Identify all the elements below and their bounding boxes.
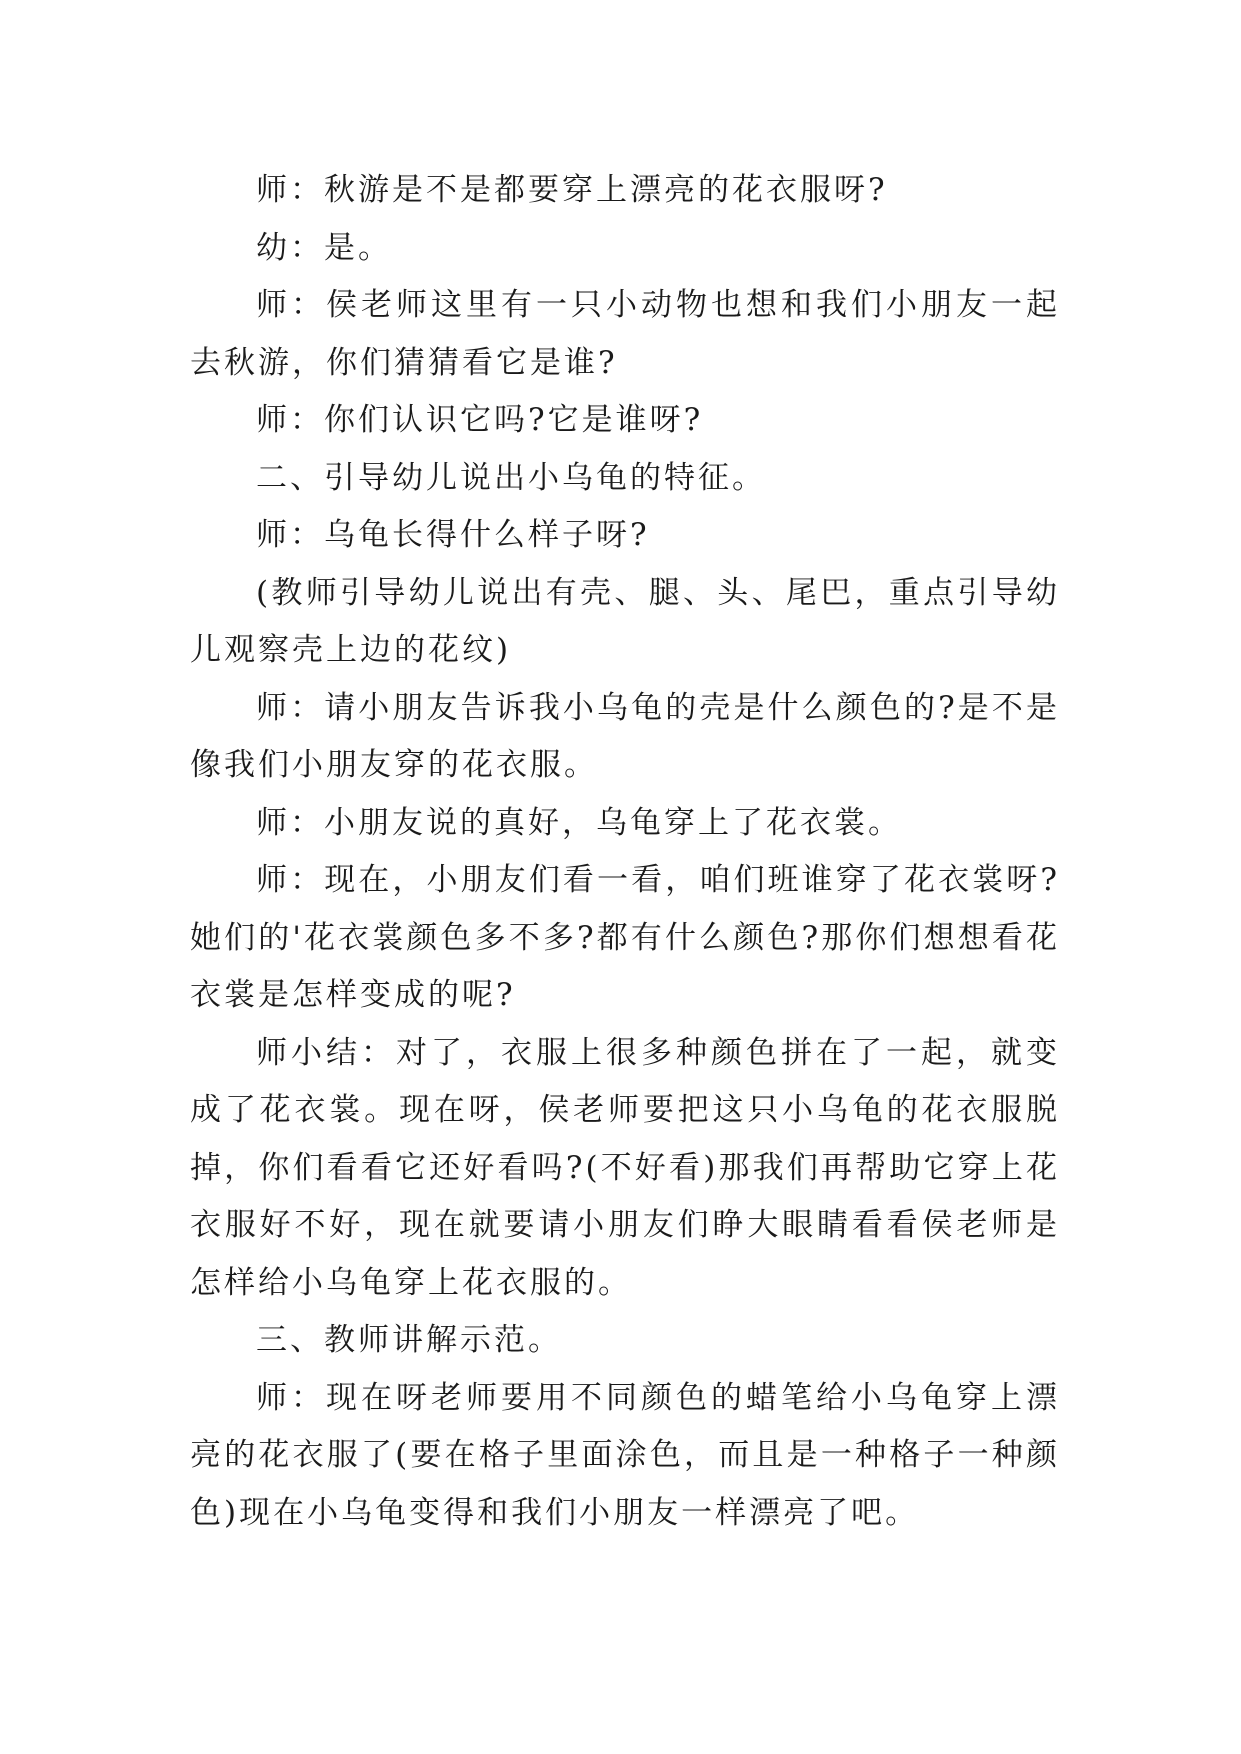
document-body: [190, 162, 1060, 1542]
section-heading: 二、引导幼儿说出小乌龟的特征。: [256, 459, 766, 496]
paragraph: 师：乌龟长得什么样子呀?: [256, 517, 650, 553]
paragraph: 师：现在呀老师要用不同颜色的蜡笔给小乌龟穿上漂亮的花衣服了(要在格子里面涂色，而且是一种格子一种颜色)现在小乌龟变得和我们小朋友一样漂亮了吧。: [190, 1379, 1060, 1531]
paragraph: 师：侯老师这里有一只小动物也想和我们小朋友一起去秋游，你们猜猜看它是谁?: [190, 287, 1060, 381]
paragraph: 师：你们认识它吗?它是谁呀?: [256, 402, 704, 438]
paragraph: (教师引导幼儿说出有壳、腿、头、尾巴，重点引导幼儿观察壳上边的花纹): [190, 574, 1060, 668]
paragraph: 幼：是。: [256, 229, 392, 266]
paragraph: 师：小朋友说的真好，乌龟穿上了花衣裳。: [256, 804, 902, 841]
section-heading: 三、教师讲解示范。: [256, 1322, 562, 1358]
paragraph: 师：现在，小朋友们看一看，咱们班谁穿了花衣裳呀?她们的'花衣裳颜色多不多?都有什么颜色?那你们想想看花衣裳是怎样变成的呢?: [190, 862, 1060, 1013]
paragraph: 师：秋游是不是都要穿上漂亮的花衣服呀?: [256, 172, 888, 208]
paragraph: 师：请小朋友告诉我小乌龟的壳是什么颜色的?是不是像我们小朋友穿的花衣服。: [190, 689, 1060, 783]
paragraph: 师小结：对了，衣服上很多种颜色拼在了一起，就变成了花衣裳。现在呀，侯老师要把这只小乌龟的花衣服脱掉，你们看看它还好看吗?(不好看)那我们再帮助它穿上花衣服好不好，现在就要请小朋友们睁大眼睛看看侯老师是怎样给小乌龟穿上花衣服的。: [190, 1034, 1060, 1301]
